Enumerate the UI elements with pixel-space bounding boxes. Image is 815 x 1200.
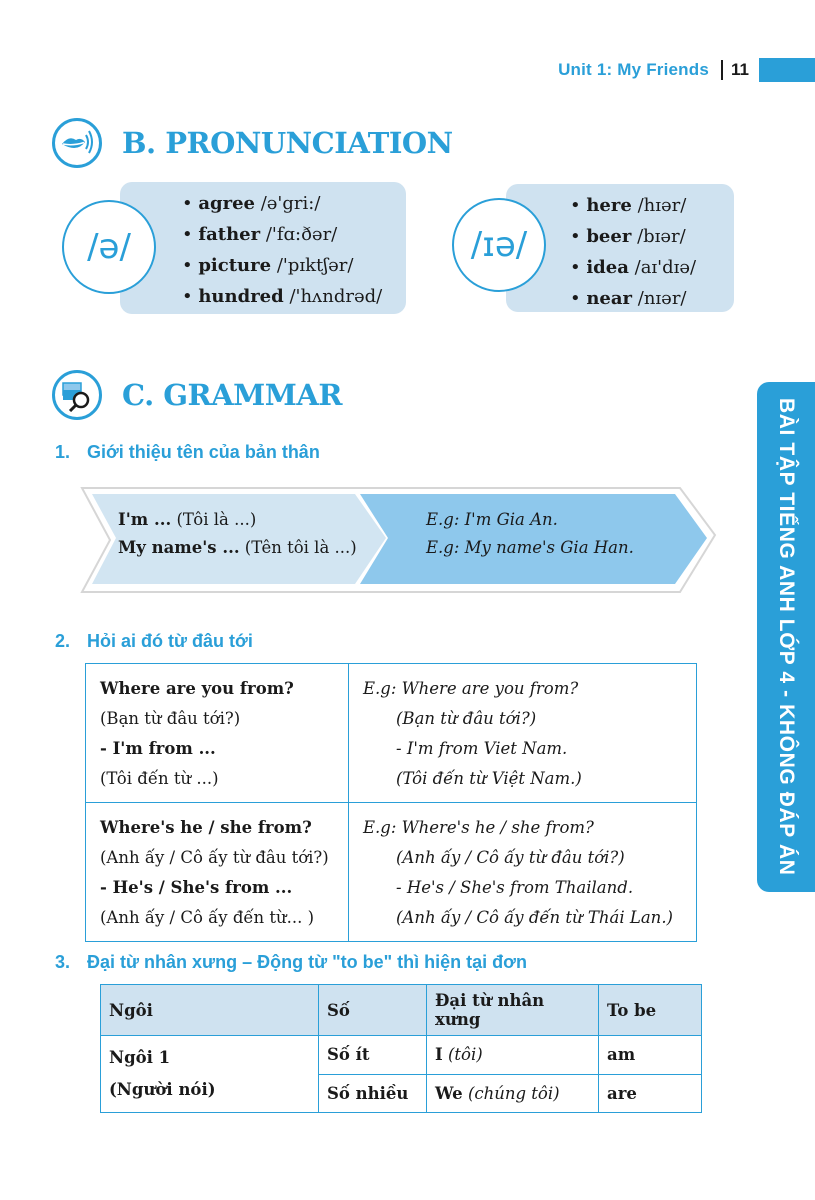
list-item: • picture /'pɪktʃər/ bbox=[182, 255, 354, 276]
table-cell: We (chúng tôi) bbox=[427, 1074, 599, 1113]
section-title-grammar: C. GRAMMAR bbox=[122, 378, 342, 412]
intro-arrow-diagram bbox=[70, 480, 720, 600]
table-cell: are bbox=[599, 1074, 702, 1113]
list-item: • father /'fɑ:ðər/ bbox=[182, 224, 338, 245]
table-cell: E.g: Where are you from? (Bạn từ đâu tới?) - I'm from Viet Nam. (Tôi đến từ Việt Nam.) bbox=[349, 664, 697, 803]
table-header-row bbox=[101, 985, 702, 1036]
list-item: • agree /ə'gri:/ bbox=[182, 193, 321, 214]
where-from-table bbox=[85, 663, 697, 942]
section-title-pronunciation: B. PRONUNCIATION bbox=[122, 126, 453, 160]
grammar-subheading-3: 3. Đại từ nhân xưng – Động từ "to be" thì hiện tại đơn bbox=[55, 952, 527, 972]
table-cell: Where are you from? (Bạn từ đâu tới?) - I'm from ... (Tôi đến từ ...) bbox=[86, 664, 349, 803]
grammar-heading bbox=[52, 370, 342, 420]
table-cell: Số ít bbox=[319, 1036, 427, 1075]
speaking-mouth-icon bbox=[52, 118, 102, 168]
list-item: • hundred /'hʌndrəd/ bbox=[182, 286, 383, 307]
header-divider bbox=[721, 60, 723, 80]
grammar-subheading-1: 1. Giới thiệu tên của bản thân bbox=[55, 442, 320, 462]
list-item: • here /hɪər/ bbox=[570, 195, 687, 216]
unit-title: Unit 1: My Friends bbox=[558, 60, 710, 79]
phoneme-symbol-schwa: /ə/ bbox=[62, 200, 156, 294]
grammar-subheading-2: 2. Hỏi ai đó từ đâu tới bbox=[55, 631, 253, 651]
table-row bbox=[86, 803, 697, 942]
table-cell: Where's he / she from? (Anh ấy / Cô ấy từ đâu tới?) - He's / She's from ... (Anh ấy / Cô ấy đến từ... ) bbox=[86, 803, 349, 942]
intro-patterns: I'm ... (Tôi là ...) My name's ... (Tên tôi là ...) bbox=[118, 510, 357, 557]
column-header: To be bbox=[599, 985, 702, 1036]
column-header: Đại từ nhân xưng bbox=[427, 985, 599, 1036]
book-side-tab bbox=[757, 382, 815, 892]
intro-examples: E.g: I'm Gia An. E.g: My name's Gia Han. bbox=[426, 510, 634, 557]
table-cell: I (tôi) bbox=[427, 1036, 599, 1075]
page-header bbox=[558, 58, 815, 82]
side-tab-text: BÀI TẬP TIẾNG ANH LỚP 4 - KHÔNG ĐÁP ÁN bbox=[775, 398, 798, 876]
table-row bbox=[86, 664, 697, 803]
pronoun-table bbox=[100, 984, 702, 1113]
column-header: Ngôi bbox=[101, 985, 319, 1036]
list-item: • near /nɪər/ bbox=[570, 288, 687, 309]
table-cell: am bbox=[599, 1036, 702, 1075]
header-color-tab bbox=[759, 58, 815, 82]
table-cell: Số nhiều bbox=[319, 1074, 427, 1113]
pronunciation-box-schwa bbox=[120, 182, 406, 314]
pronunciation-heading bbox=[52, 118, 453, 168]
page-number: 11 bbox=[731, 60, 749, 79]
list-item: • idea /aɪ'dɪə/ bbox=[570, 257, 697, 278]
table-cell: Ngôi 1 (Người nói) bbox=[101, 1036, 319, 1113]
column-header: Số bbox=[319, 985, 427, 1036]
phoneme-symbol-ia: /ɪə/ bbox=[452, 198, 546, 292]
list-item: • beer /bɪər/ bbox=[570, 226, 686, 247]
book-magnifier-icon bbox=[52, 370, 102, 420]
table-cell: E.g: Where's he / she from? (Anh ấy / Cô ấy từ đâu tới?) - He's / She's from Thailand. (Anh ấy / Cô ấy đến từ Thái Lan.) bbox=[349, 803, 697, 942]
table-row bbox=[101, 1036, 702, 1075]
